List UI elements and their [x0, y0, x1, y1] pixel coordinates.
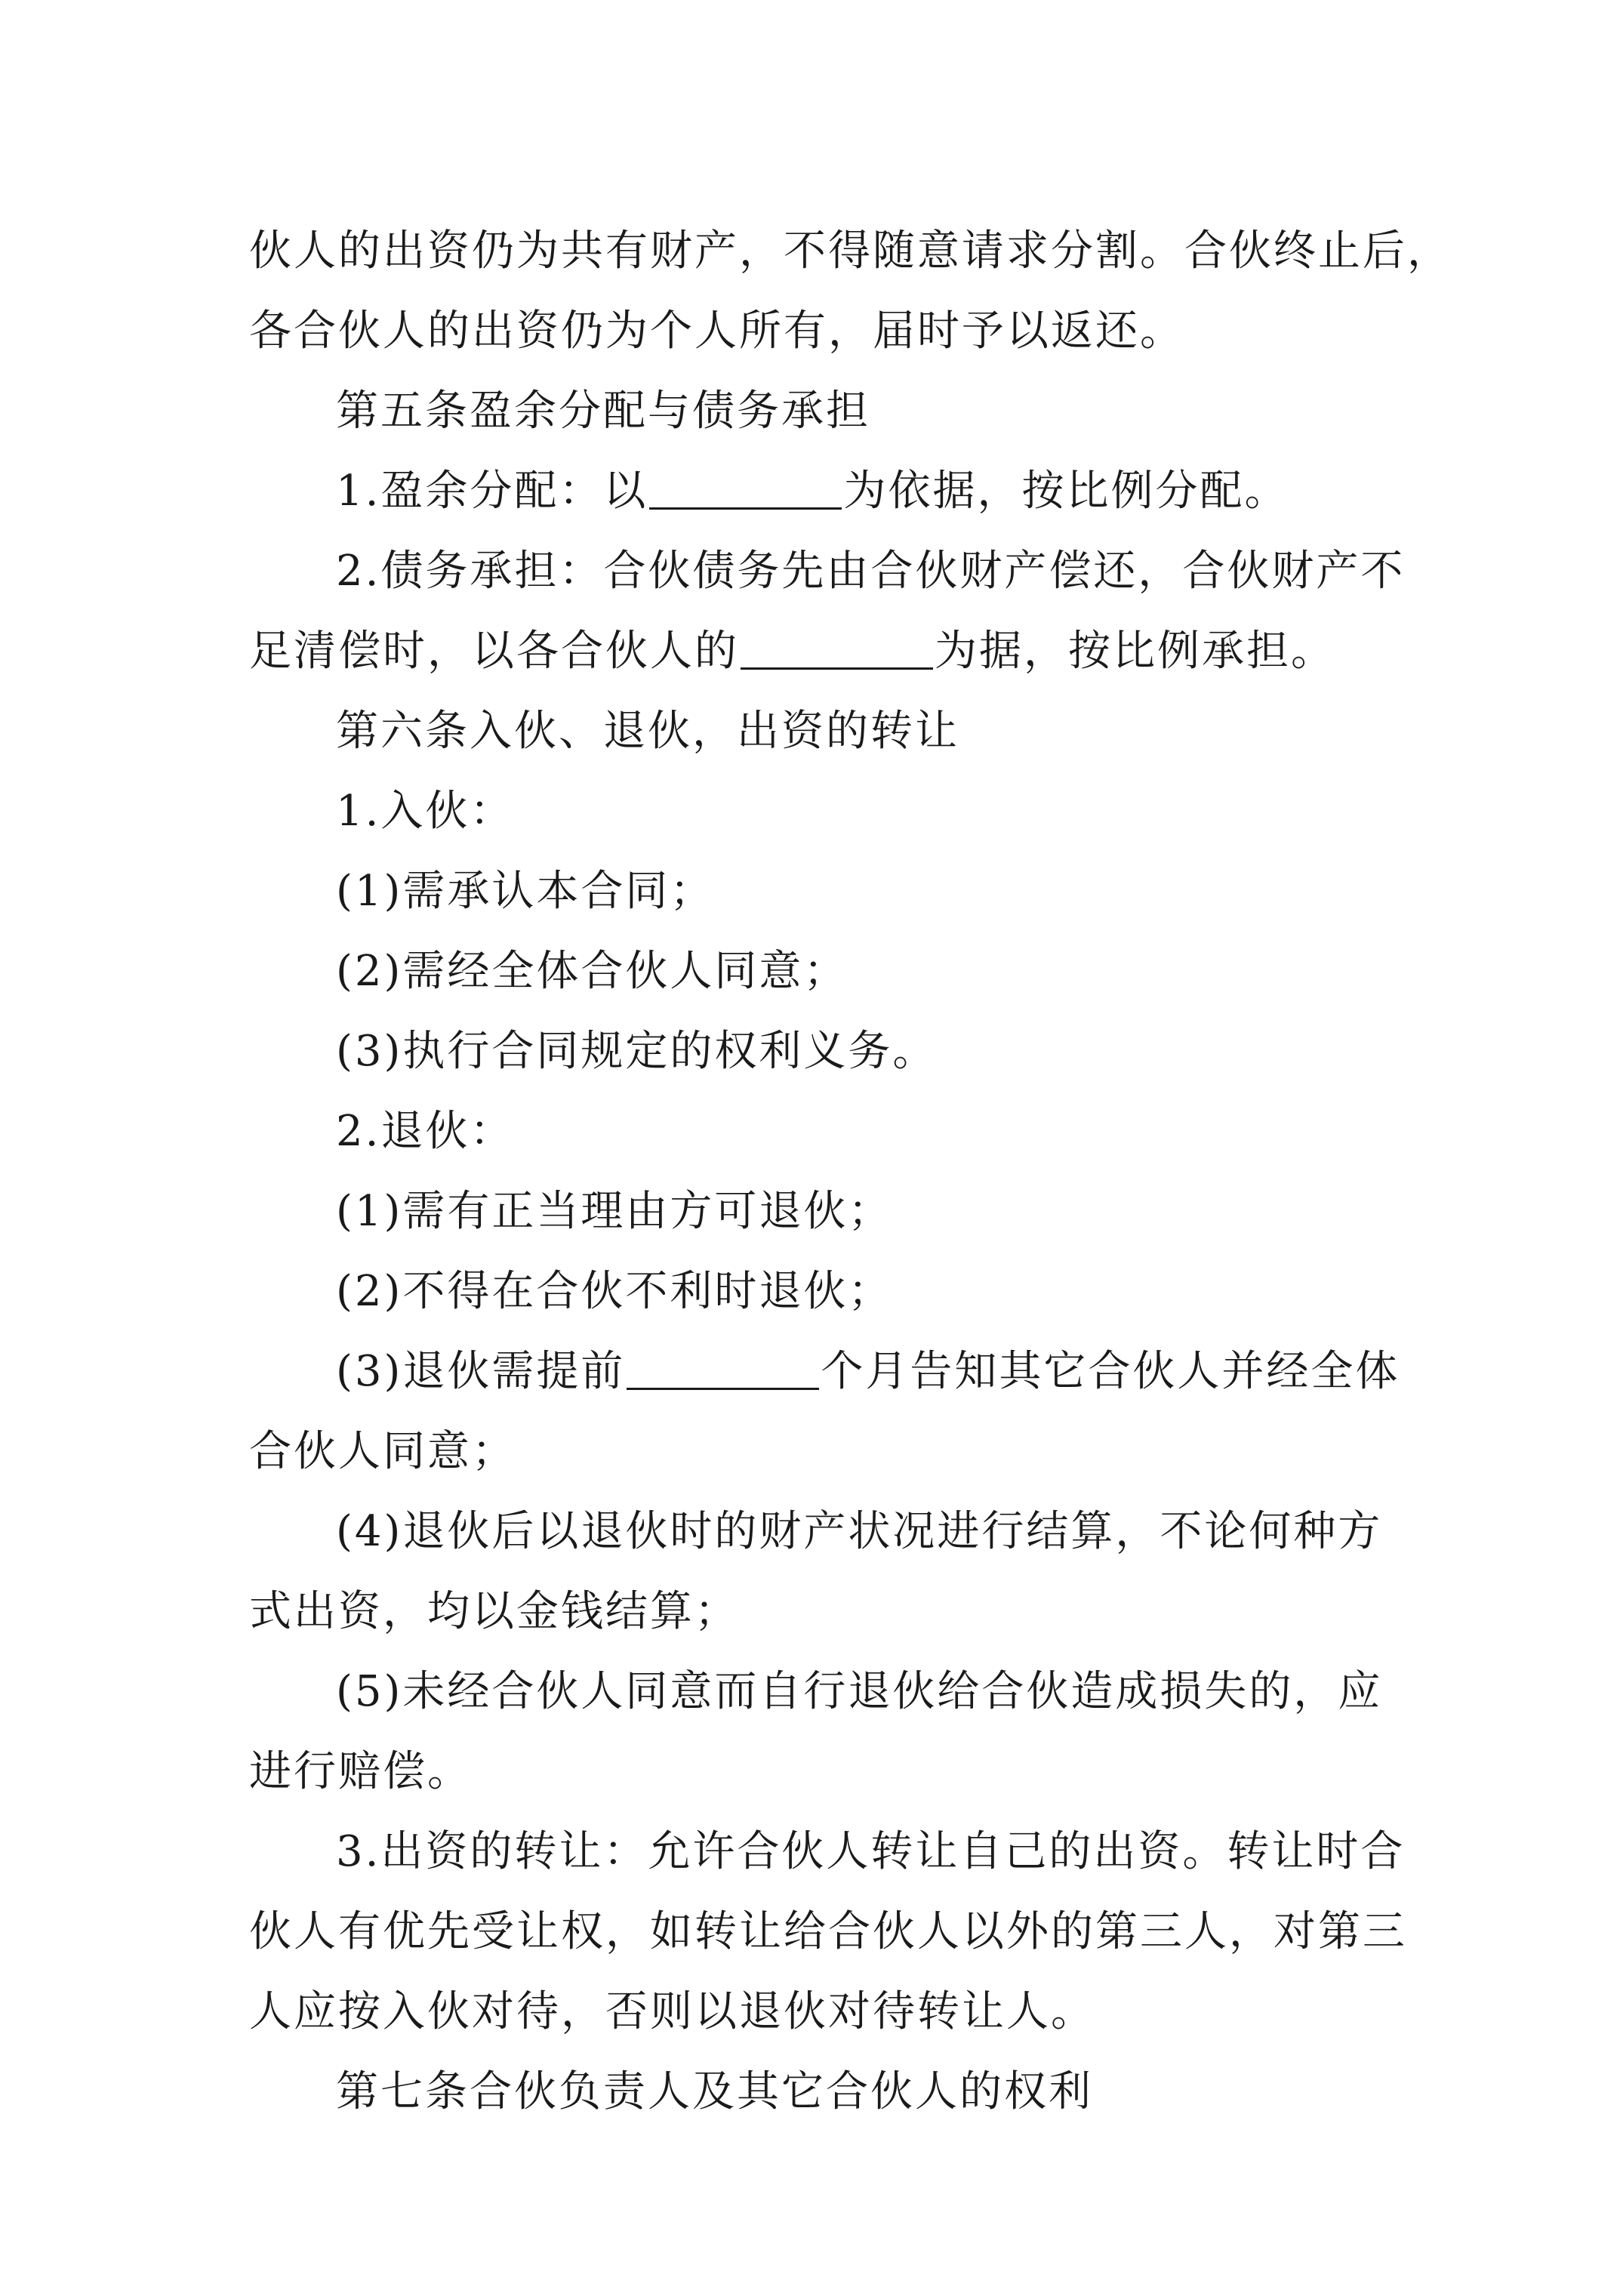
paragraph-line: 伙人的出资仍为共有财产，不得随意请求分割。合伙终止后，	[249, 227, 1452, 276]
transfer-line: 3.出资的转让：允许合伙人转让自己的出资。转让时合	[336, 1827, 1406, 1876]
debt-bearing-label: 足清偿时，以各合伙人的	[249, 627, 739, 676]
join-item-2: (2)需经全体合伙人同意；	[336, 947, 848, 996]
withdraw-item-1: (1)需有正当理由方可退伙；	[336, 1187, 893, 1236]
notice-months-blank[interactable]	[627, 1345, 819, 1390]
profit-distribution-label: 1.盈余分配：以	[336, 467, 648, 516]
withdraw-item-3	[249, 1332, 1400, 1412]
profit-distribution-rest: 为依据，按比例分配。	[843, 467, 1289, 516]
transfer-continuation-1: 伙人有优先受让权，如转让给合伙人以外的第三人，对第三	[249, 1907, 1407, 1956]
article-7-heading: 第七条合伙负责人及其它合伙人的权利	[336, 2067, 1093, 2116]
withdraw-item-2: (2)不得在合伙不利时退伙；	[336, 1267, 893, 1316]
withdraw-item-5: (5)未经合伙人同意而自行退伙给合伙造成损失的，应	[336, 1667, 1383, 1716]
join-item-1: (1)需承认本合同；	[336, 867, 715, 916]
debt-bearing-continuation	[249, 612, 1389, 692]
withdraw-notice-label: (3)退伙需提前	[336, 1347, 626, 1396]
debt-bearing-line: 2.债务承担：合伙债务先由合伙财产偿还，合伙财产不	[336, 547, 1406, 596]
article-6-heading: 第六条入伙、退伙，出资的转让	[336, 707, 959, 756]
profit-distribution-line	[249, 451, 1389, 532]
withdraw-item-5-continuation: 进行赔偿。	[249, 1747, 472, 1796]
join-heading: 1.入伙：	[336, 787, 515, 836]
article-5-heading: 第五条盈余分配与债务承担	[336, 387, 870, 436]
profit-basis-blank[interactable]	[649, 465, 842, 510]
document-body	[249, 211, 1452, 2132]
withdraw-item-3-continuation: 合伙人同意；	[249, 1427, 516, 1476]
debt-bearing-rest: 为据，按比例承担。	[935, 627, 1335, 676]
withdraw-item-4-continuation: 式出资，均以金钱结算；	[249, 1587, 739, 1636]
paragraph-line: 各合伙人的出资仍为个人所有，届时予以返还。	[249, 307, 1184, 356]
join-item-3: (3)执行合同规定的权利义务。	[336, 1027, 938, 1076]
withdraw-notice-rest: 个月告知其它合伙人并经全体	[821, 1347, 1400, 1396]
withdraw-heading: 2.退伙：	[336, 1107, 515, 1156]
transfer-continuation-2: 人应按入伙对待，否则以退伙对待转让人。	[249, 1987, 1095, 2036]
debt-basis-blank[interactable]	[741, 625, 933, 670]
withdraw-item-4: (4)退伙后以退伙时的财产状况进行结算，不论何种方	[336, 1507, 1383, 1556]
